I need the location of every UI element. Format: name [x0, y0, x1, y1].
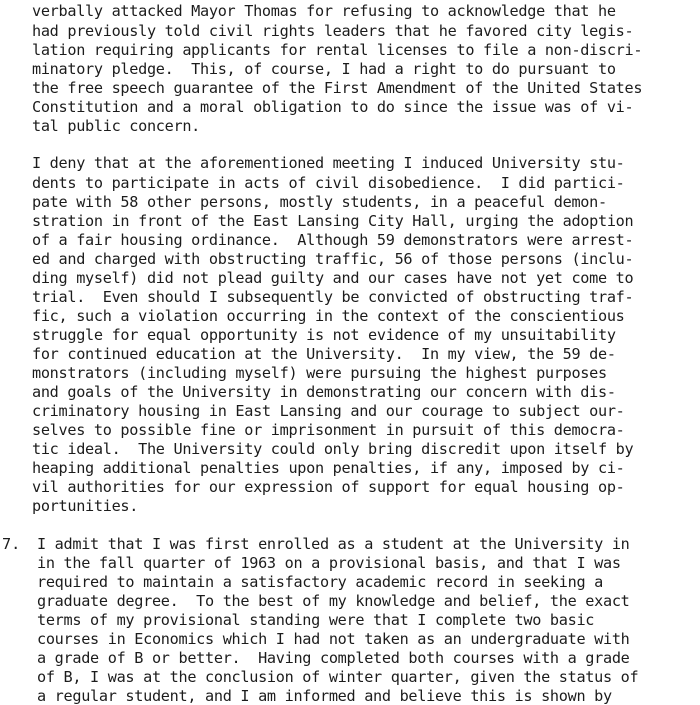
text-line: and goals of the University in demonstrating our concern with dis- [32, 383, 616, 401]
text-line: required to maintain a satisfactory academic record in seeking a [37, 573, 603, 591]
text-line: tic ideal. The University could only bring discredit upon itself by [32, 440, 634, 458]
text-line: I admit that I was first enrolled as a student at the University in [37, 535, 630, 553]
text-line: courses in Economics which I had not taken as an undergraduate with [37, 630, 630, 648]
text-line: portunities. [32, 497, 139, 515]
text-line: struggle for equal opportunity is not evidence of my unsuitability [32, 326, 616, 344]
text-line: ed and charged with obstructing traffic, 56 of those persons (inclu- [32, 250, 634, 268]
text-line: in the fall quarter of 1963 on a provisional basis, and that I was [37, 554, 621, 572]
text-line: lation requiring applicants for rental licenses to file a non-discri- [32, 41, 643, 59]
text-line: vil authorities for our expression of support for equal housing op- [32, 478, 625, 496]
text-line: criminatory housing in East Lansing and our courage to subject our- [32, 402, 625, 420]
text-line: selves to possible fine or imprisonment in pursuit of this democra- [32, 421, 625, 439]
text-line: dents to participate in acts of civil disobedience. I did partici- [32, 174, 625, 192]
text-line: terms of my provisional standing were that I complete two basic [37, 611, 595, 629]
text-line: trial. Even should I subsequently be convicted of obstructing traf- [32, 288, 634, 306]
text-line: tal public concern. [32, 117, 201, 135]
text-line: ding myself) did not plead guilty and our cases have not yet come to [32, 269, 634, 287]
text-line: a grade of B or better. Having completed both courses with a grade [37, 649, 630, 667]
text-line: fic, such a violation occurring in the context of the conscientious [32, 307, 625, 325]
text-line: verbally attacked Mayor Thomas for refusing to acknowledge that he [32, 2, 616, 20]
text-line: Constitution and a moral obligation to do since the issue was of vi- [32, 98, 634, 116]
text-line: stration in front of the East Lansing City Hall, urging the adoption [32, 212, 634, 230]
text-line: for continued education at the University. In my view, the 59 de- [32, 345, 616, 363]
text-line: a regular student, and I am informed and believe this is shown by [37, 687, 612, 705]
text-line: of a fair housing ordinance. Although 59 demonstrators were arrest- [32, 231, 634, 249]
text-line: of B, I was at the conclusion of winter quarter, given the status of [37, 668, 639, 686]
text-line: had previously told civil rights leaders that he favored city legis- [32, 22, 634, 40]
text-line: graduate degree. To the best of my knowledge and belief, the exact [37, 592, 630, 610]
text-line: heaping additional penalties upon penalties, if any, imposed by ci- [32, 459, 625, 477]
text-line: I deny that at the aforementioned meeting I induced University stu- [32, 154, 625, 172]
text-line: monstrators (including myself) were pursuing the highest purposes [32, 364, 607, 382]
text-line: minatory pledge. This, of course, I had a right to do pursuant to [32, 60, 616, 78]
text-line: the free speech guarantee of the First Amendment of the United States [32, 79, 643, 97]
text-line: pate with 58 other persons, mostly students, in a peaceful demon- [32, 193, 607, 211]
item-number: 7. [2, 535, 21, 553]
